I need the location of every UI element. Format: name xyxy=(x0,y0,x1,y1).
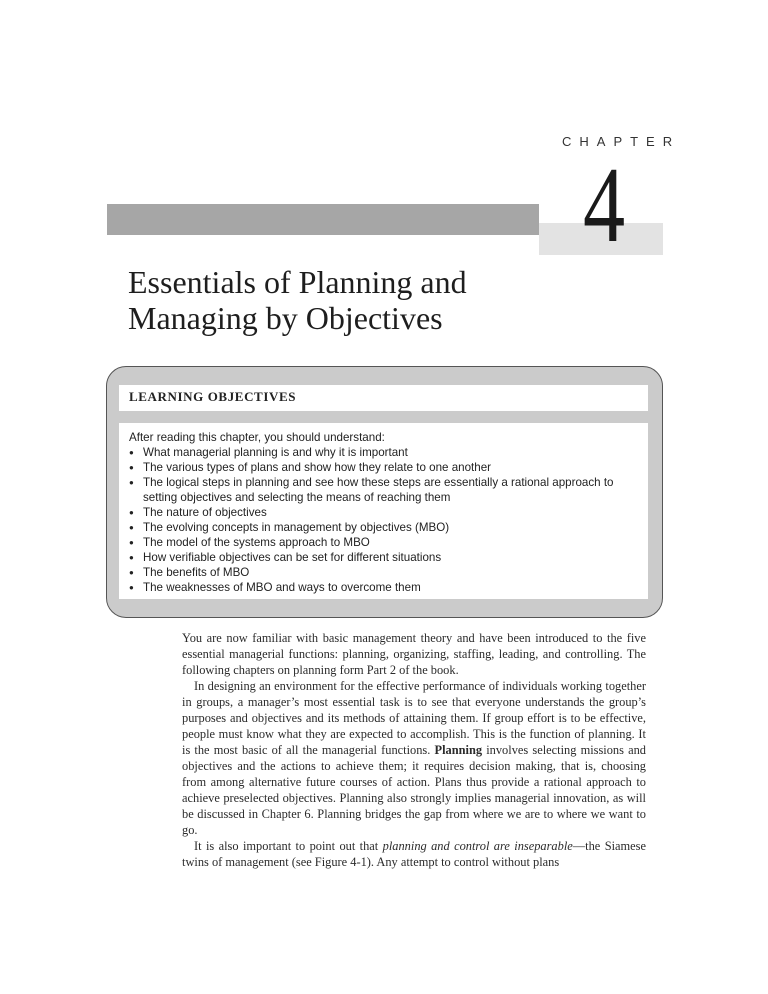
chapter-label: CHAPTER xyxy=(562,134,681,149)
chapter-title-line2: Managing by Objectives xyxy=(128,300,443,336)
objective-item: ● The nature of objectives xyxy=(129,505,648,520)
objective-item: ● The model of the systems approach to MBO xyxy=(129,535,648,550)
chapter-title-line1: Essentials of Planning and xyxy=(128,264,467,300)
objective-item: ● What managerial planning is and why it is important xyxy=(129,445,648,460)
learning-objectives-heading: LEARNING OBJECTIVES xyxy=(129,389,297,404)
objective-item: ● The weaknesses of MBO and ways to overcome them xyxy=(129,580,648,595)
body-text xyxy=(182,630,646,870)
paragraph-2-text-a: In designing an environment for the effective performance of individuals working together in groups, a manager’s most essential task is to see that everyone understands the group’s purposes and objectives and its methods of attaining them. If group effort is to be effective, people must know what they are expected to accomplish. This is the function of planning. It is the most basic of all the managerial functions. xyxy=(182,679,646,757)
paragraph-3-text-b: —the Siamese twins of management (see Figure 4-1). Any attempt to control without plans xyxy=(182,839,646,869)
chapter-bar-dark xyxy=(107,204,539,235)
objective-item: ● The benefits of MBO xyxy=(129,565,648,580)
learning-objectives-list xyxy=(129,445,648,595)
body-paragraph-1: You are now familiar with basic management theory and have been introduced to the five essential managerial functions: planning, organizing, staffing, leading, and controlling. The following chapters on planning form Part 2 of the book. xyxy=(182,631,646,677)
learning-objectives-intro: After reading this chapter, you should understand: xyxy=(129,431,385,444)
paragraph-2-text-b: involves selecting missions and objectives and the actions to achieve them; it requires decision making, that is, choosing from among alternative future courses of action. Plans thus provide a rational approach to achieve preselected objectives. Planning also strongly implies managerial innovation, as will be discussed in Chapter 6. Planning bridges the gap from where we are to where we want to go. xyxy=(182,743,646,837)
inseparable-emphasis: planning and control are inseparable xyxy=(382,839,573,853)
objective-item: ● The logical steps in planning and see how these steps are essentially a rational approach to setting objectives and selecting the means of reaching them xyxy=(129,475,648,505)
learning-objectives-heading-panel xyxy=(119,385,648,411)
objective-item: ● The various types of plans and show how they relate to one another xyxy=(129,460,648,475)
learning-objectives-panel xyxy=(119,423,648,599)
body-paragraph-2 xyxy=(182,678,646,838)
body-paragraph-3 xyxy=(182,838,646,870)
paragraph-3-text-a: It is also important to point out that xyxy=(194,839,379,853)
objective-item: ● How verifiable objectives can be set for different situations xyxy=(129,550,648,565)
chapter-number: 4 xyxy=(583,146,626,265)
planning-term: Planning xyxy=(434,743,483,757)
objective-item: ● The evolving concepts in management by objectives (MBO) xyxy=(129,520,648,535)
chapter-title xyxy=(128,264,467,336)
